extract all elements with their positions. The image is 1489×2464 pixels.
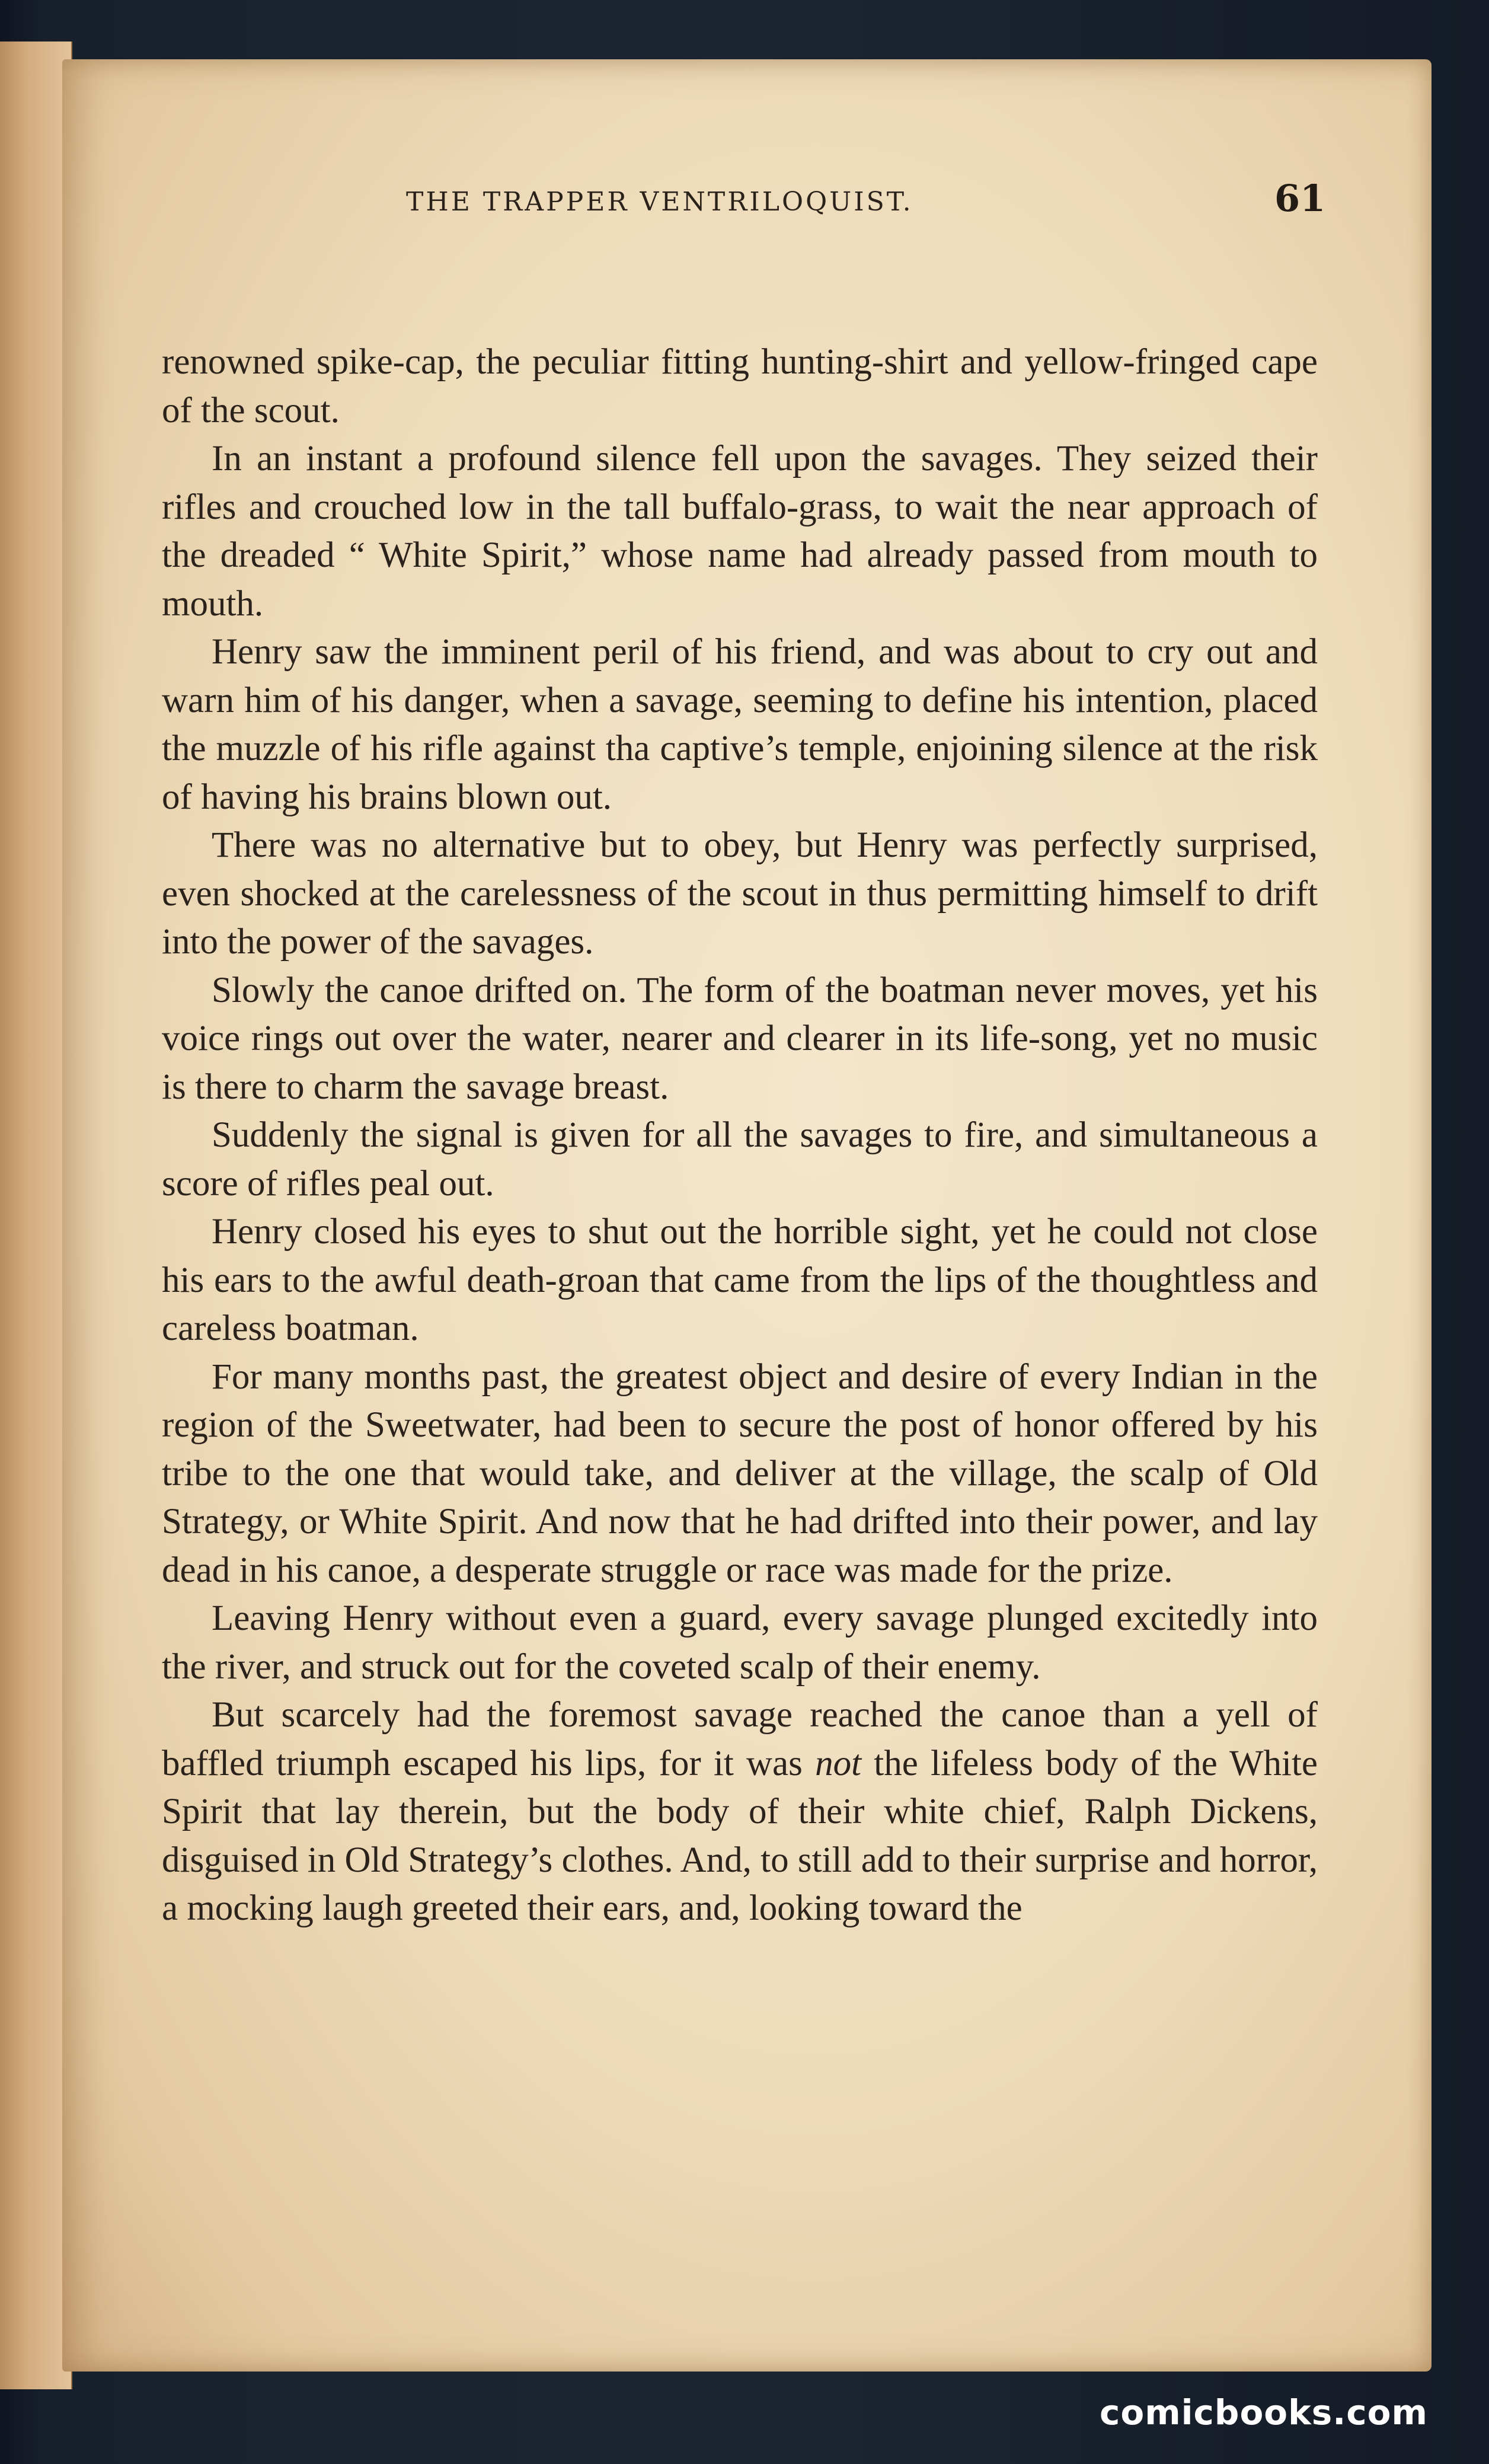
page-text — [162, 338, 1318, 1933]
paragraph-9: Leaving Henry without even a guard, every savage plunged excitedly into the river, and struck out for the coveted scalp of their enemy. — [162, 1598, 1318, 1687]
paragraph-7: Henry closed his eyes to shut out the horrible sight, yet he could not close his ears to the awful death-groan that came from the lips of the thoughtless and careless boatman. — [162, 1212, 1318, 1348]
watermark-text: comicbooks.com — [1100, 2392, 1428, 2433]
paragraph-8: For many months past, the greatest object and desire of every Indian in the region of the Sweetwater, had been to secure the post of honor offered by his tribe to the one that would take, and deliver at the village, the scalp of Old Strategy, or White Spirit. And now that he had drifted into their power, and lay dead in his canoe, a desperate struggle or race was made for the prize. — [162, 1357, 1318, 1590]
paragraph-1: renowned spike-cap, the peculiar fitting hunting-shirt and yellow-fringed cape of the scout. — [162, 342, 1318, 430]
paragraph-5: Slowly the canoe drifted on. The form of the boatman never moves, yet his voice rings out over the water, nearer and clearer in its life-song, yet no music is there to charm the savage breast. — [162, 970, 1318, 1107]
left-page-edge — [0, 42, 72, 2389]
paragraph-10-end: the lifeless body of the White Spirit that lay therein, but the body of their white chief, Ralph Dickens, disguised in Old Strategy’s clothes. And, to still add to their surprise and horror, a mocking laugh greeted their ears, and, looking toward the — [162, 1743, 1318, 1928]
paragraph-4: There was no alternative but to obey, but Henry was perfectly surprised, even shocked at the carelessness of the scout in thus permitting himself to drift into the power of the savages. — [162, 825, 1318, 962]
paragraph-2: In an instant a profound silence fell upon the savages. They seized their rifles and crouched low in the tall buffalo-grass, to wait the near approach of the dreaded “ White Spirit,” whose name had already passed from mouth to mouth. — [162, 439, 1318, 624]
page-number: 61 — [1274, 177, 1326, 220]
paragraph-3: Henry saw the imminent peril of his friend, and was about to cry out and warn him of his danger, when a savage, seeming to define his intention, placed the muzzle of his rifle against tha captive’s temple, enjoining silence at the risk of having his brains blown out. — [162, 632, 1318, 817]
emphasis-not: not — [815, 1743, 862, 1783]
running-title: THE TRAPPER VENTRILOQUIST. — [406, 187, 913, 217]
paragraph-6: Suddenly the signal is given for all the savages to fire, and simultaneous a score of rifles peal out. — [162, 1115, 1318, 1204]
paragraph-10 — [162, 1691, 1318, 1933]
book-page — [62, 59, 1432, 2372]
paragraph-10-start: But scarcely had the foremost savage reached the canoe than a yell of baffled triumph escaped his lips, for it was — [162, 1695, 1318, 1783]
